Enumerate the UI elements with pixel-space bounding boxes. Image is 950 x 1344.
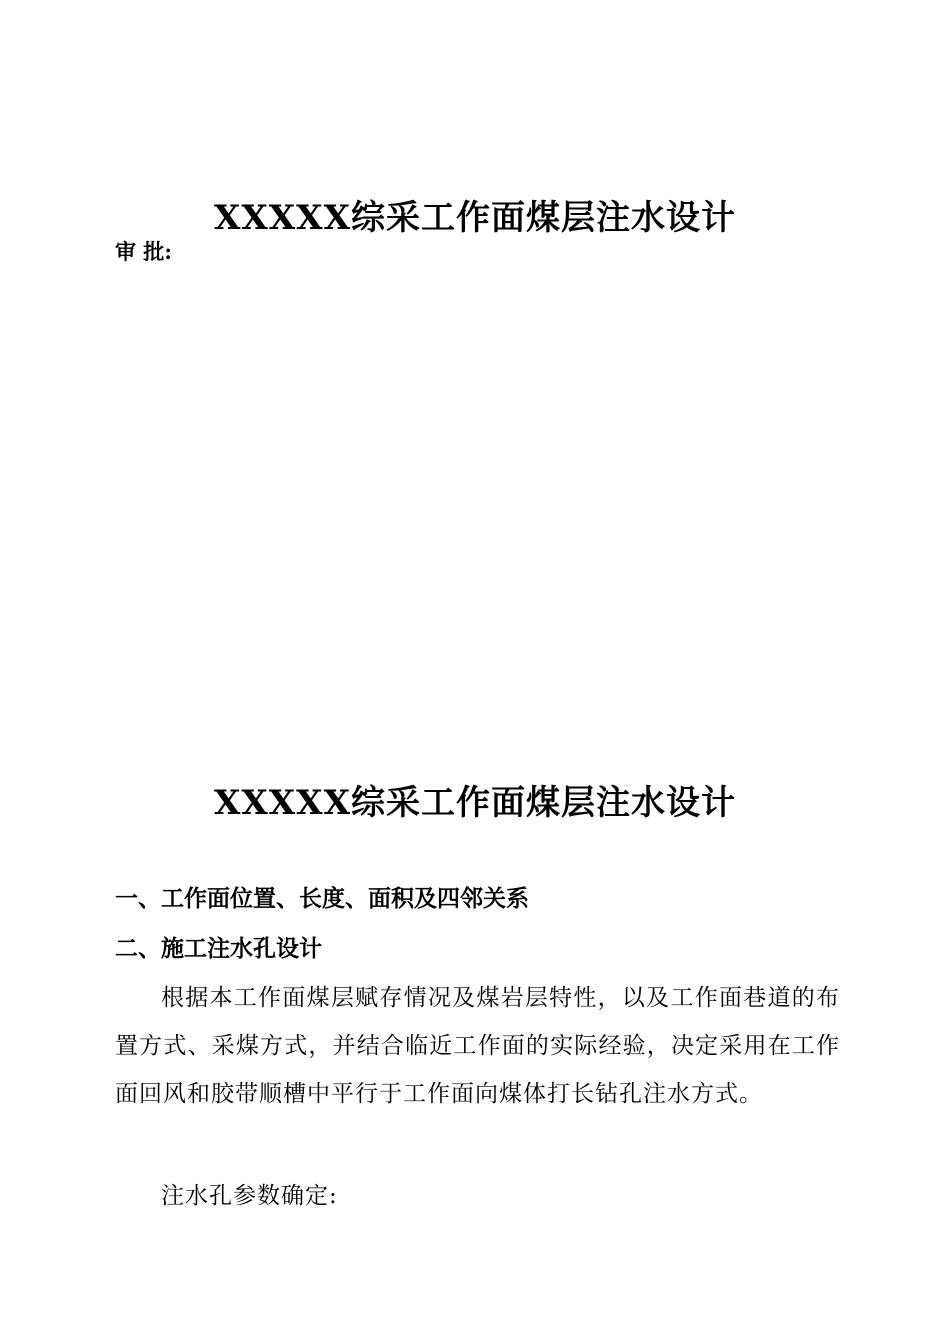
section-heading-1: 一、工作面位置、长度、面积及四邻关系 <box>115 885 529 912</box>
body-paragraph-1: 根据本工作面煤层赋存情况及煤岩层特性，以及工作面巷道的布置方式、采煤方式，并结合临近工作面的实际经验，决定采用在工作面回风和胶带顺槽中平行于工作面向煤体打长钻孔注水方式。 <box>115 985 840 1107</box>
body-paragraph-2: 注水孔参数确定: <box>161 1183 338 1209</box>
section-heading-2: 二、施工注水孔设计 <box>115 935 322 962</box>
document-title-top: XXXXX综采工作面煤层注水设计 <box>214 198 736 238</box>
approval-label: 审 批: <box>115 239 173 264</box>
document-title-main: XXXXX综采工作面煤层注水设计 <box>214 783 736 823</box>
